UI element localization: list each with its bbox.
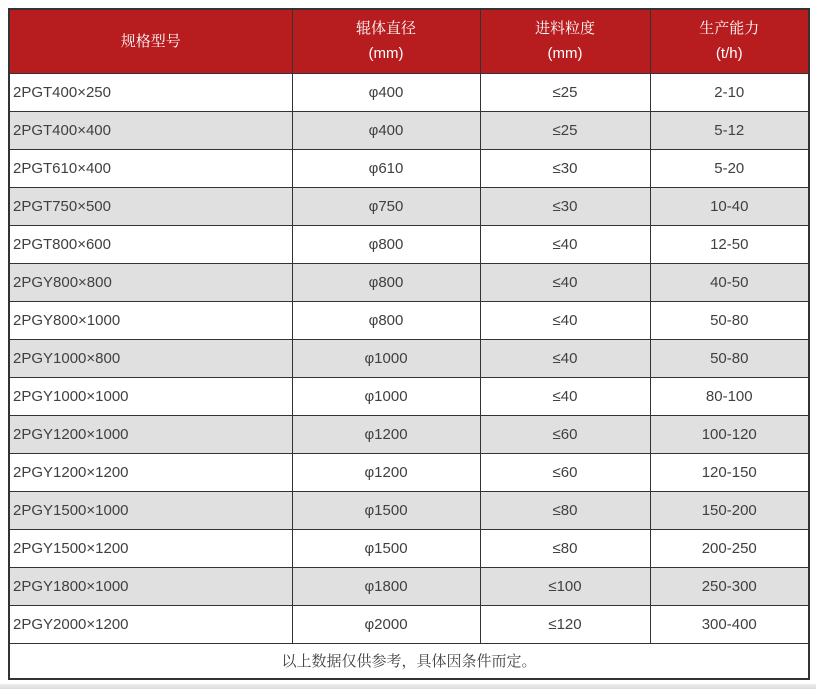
cell-roller-diameter: φ400 — [292, 73, 480, 111]
cell-capacity: 200-250 — [650, 529, 809, 567]
cell-roller-diameter: φ1800 — [292, 567, 480, 605]
cell-roller-diameter: φ800 — [292, 301, 480, 339]
column-header-capacity — [650, 9, 809, 73]
table-row — [9, 73, 809, 111]
cell-feed-size: ≤25 — [480, 73, 650, 111]
cell-capacity: 40-50 — [650, 263, 809, 301]
cell-capacity: 5-12 — [650, 111, 809, 149]
cell-feed-size: ≤80 — [480, 529, 650, 567]
cell-model: 2PGY2000×1200 — [9, 605, 292, 643]
cell-feed-size: ≤120 — [480, 605, 650, 643]
table-row — [9, 187, 809, 225]
cell-capacity: 120-150 — [650, 453, 809, 491]
cell-roller-diameter: φ2000 — [292, 605, 480, 643]
cell-model: 2PGT800×600 — [9, 225, 292, 263]
column-header-capacity-label: 生产能力 — [699, 20, 760, 38]
column-header-model — [9, 9, 292, 73]
cell-roller-diameter: φ1000 — [292, 377, 480, 415]
cell-feed-size: ≤40 — [480, 263, 650, 301]
table-footer — [9, 643, 809, 679]
cell-model: 2PGY1000×800 — [9, 339, 292, 377]
cell-capacity: 50-80 — [650, 339, 809, 377]
cell-model: 2PGY1800×1000 — [9, 567, 292, 605]
table-row — [9, 529, 809, 567]
cell-feed-size: ≤30 — [480, 149, 650, 187]
table-body — [9, 73, 809, 643]
specification-table — [8, 8, 810, 680]
page-bottom-shadow — [0, 684, 816, 689]
cell-roller-diameter: φ750 — [292, 187, 480, 225]
table-row — [9, 453, 809, 491]
cell-feed-size: ≤60 — [480, 415, 650, 453]
column-header-capacity-unit: (t/h) — [715, 45, 743, 63]
table-row — [9, 567, 809, 605]
cell-model: 2PGY1200×1200 — [9, 453, 292, 491]
cell-model: 2PGT610×400 — [9, 149, 292, 187]
column-header-roller-diameter-label: 辊体直径 — [355, 20, 416, 38]
cell-model: 2PGT400×250 — [9, 73, 292, 111]
table-row — [9, 301, 809, 339]
cell-roller-diameter: φ800 — [292, 263, 480, 301]
footnote-text: 以上数据仅供参考，具体因条件而定。 — [9, 643, 809, 679]
cell-model: 2PGT400×400 — [9, 111, 292, 149]
cell-model: 2PGY800×1000 — [9, 301, 292, 339]
column-header-roller-diameter — [292, 9, 480, 73]
cell-roller-diameter: φ1200 — [292, 453, 480, 491]
cell-model: 2PGY1200×1000 — [9, 415, 292, 453]
cell-model: 2PGY800×800 — [9, 263, 292, 301]
cell-roller-diameter: φ400 — [292, 111, 480, 149]
cell-feed-size: ≤100 — [480, 567, 650, 605]
cell-feed-size: ≤30 — [480, 187, 650, 225]
table-row — [9, 263, 809, 301]
table-row — [9, 339, 809, 377]
cell-roller-diameter: φ1500 — [292, 529, 480, 567]
cell-capacity: 250-300 — [650, 567, 809, 605]
table-row — [9, 225, 809, 263]
footnote-row — [9, 643, 809, 679]
table-row — [9, 149, 809, 187]
table-row — [9, 111, 809, 149]
table-header — [9, 9, 809, 73]
cell-feed-size: ≤40 — [480, 301, 650, 339]
cell-roller-diameter: φ1500 — [292, 491, 480, 529]
column-header-model-label: 规格型号 — [120, 32, 181, 50]
cell-feed-size: ≤40 — [480, 377, 650, 415]
table-row — [9, 491, 809, 529]
cell-feed-size: ≤25 — [480, 111, 650, 149]
table-row — [9, 605, 809, 643]
cell-roller-diameter: φ800 — [292, 225, 480, 263]
cell-feed-size: ≤80 — [480, 491, 650, 529]
column-header-roller-diameter-unit: (mm) — [368, 45, 404, 63]
cell-roller-diameter: φ1200 — [292, 415, 480, 453]
cell-model: 2PGT750×500 — [9, 187, 292, 225]
cell-feed-size: ≤40 — [480, 225, 650, 263]
cell-capacity: 50-80 — [650, 301, 809, 339]
cell-capacity: 80-100 — [650, 377, 809, 415]
cell-capacity: 2-10 — [650, 73, 809, 111]
cell-model: 2PGY1500×1200 — [9, 529, 292, 567]
column-header-feed-size — [480, 9, 650, 73]
cell-model: 2PGY1500×1000 — [9, 491, 292, 529]
cell-capacity: 150-200 — [650, 491, 809, 529]
cell-roller-diameter: φ1000 — [292, 339, 480, 377]
cell-capacity: 5-20 — [650, 149, 809, 187]
column-header-feed-size-label: 进料粒度 — [534, 20, 595, 38]
cell-model: 2PGY1000×1000 — [9, 377, 292, 415]
table-row — [9, 377, 809, 415]
cell-feed-size: ≤60 — [480, 453, 650, 491]
cell-feed-size: ≤40 — [480, 339, 650, 377]
header-row — [9, 9, 809, 73]
cell-capacity: 100-120 — [650, 415, 809, 453]
column-header-feed-size-unit: (mm) — [547, 45, 583, 63]
cell-capacity: 12-50 — [650, 225, 809, 263]
table-row — [9, 415, 809, 453]
cell-capacity: 300-400 — [650, 605, 809, 643]
cell-capacity: 10-40 — [650, 187, 809, 225]
cell-roller-diameter: φ610 — [292, 149, 480, 187]
